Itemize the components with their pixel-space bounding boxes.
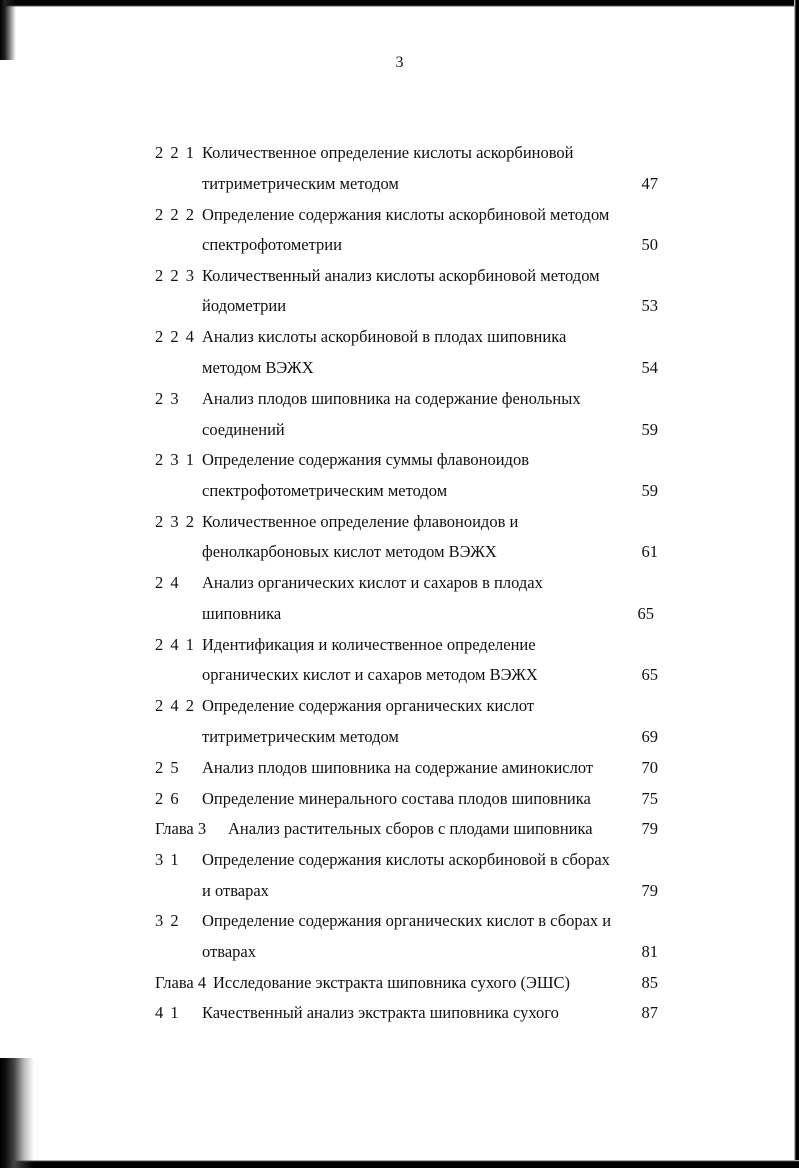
toc-number: 2 4 1 (155, 635, 196, 654)
toc-entry-2-3-2-cont (0, 540, 799, 564)
toc-number: 2 5 (155, 758, 181, 777)
toc-number: 2 2 2 (155, 205, 196, 224)
toc-page: 53 (641, 296, 658, 315)
toc-page: 65 (637, 604, 654, 623)
toc-title-continued: йодометрии (202, 296, 287, 315)
toc-title-continued: титриметрическим методом (202, 727, 399, 746)
toc-page: 87 (641, 1003, 658, 1022)
toc-page: 75 (641, 789, 658, 808)
toc-entry-2-4 (0, 571, 799, 595)
toc-entry-2-3-1 (0, 448, 799, 472)
page-number: 3 (395, 54, 404, 71)
toc-number: 2 3 2 (155, 512, 196, 531)
toc-title-continued: соединений (202, 420, 285, 439)
toc-entry-3-1 (0, 848, 799, 872)
toc-title: Определение содержания кислоты аскорбиновой методом (202, 205, 610, 224)
toc-entry-4-1 (0, 1001, 799, 1025)
scan-shadow-bottom-left (0, 1058, 34, 1168)
toc-chapter-label: Глава 3 (155, 819, 207, 838)
toc-title: Качественный анализ экстракта шиповника сухого (202, 1003, 559, 1022)
toc-title: Анализ растительных сборов с плодами шиповника (228, 819, 593, 838)
toc-entry-chapter-4 (0, 971, 799, 995)
toc-page: 54 (641, 358, 658, 377)
toc-page: 47 (641, 174, 658, 193)
toc-title-continued: титриметрическим методом (202, 174, 399, 193)
toc-page: 79 (641, 881, 658, 900)
toc-number: 4 1 (155, 1003, 181, 1022)
toc-number: 2 2 4 (155, 327, 196, 346)
toc-entry-2-5 (0, 756, 799, 780)
toc-title: Исследование экстракта шиповника сухого (ЭШС) (213, 973, 570, 992)
toc-entry-2-6 (0, 787, 799, 811)
toc-entry-2-4-1 (0, 633, 799, 657)
scan-shadow-top-left (0, 0, 16, 60)
toc-title-continued: и отварах (202, 881, 269, 900)
toc-title: Анализ плодов шиповника на содержание фенольных (202, 389, 581, 408)
toc-entry-chapter-3 (0, 817, 799, 841)
toc-page: 85 (641, 973, 658, 992)
toc-entry-3-2-cont (0, 940, 799, 964)
toc-entry-2-2-3 (0, 264, 799, 288)
toc-title-continued: отварах (202, 942, 256, 961)
toc-title-continued: методом ВЭЖХ (202, 358, 314, 377)
toc-number: 2 6 (155, 789, 181, 808)
toc-entry-3-2 (0, 909, 799, 933)
toc-number: 2 2 1 (155, 143, 196, 162)
toc-title-continued: фенолкарбоновых кислот методом ВЭЖХ (202, 542, 497, 561)
toc-number: 2 4 2 (155, 696, 196, 715)
toc-title: Количественный анализ кислоты аскорбиновой методом (202, 266, 600, 285)
toc-page: 69 (641, 727, 658, 746)
toc-number: 3 2 (155, 911, 181, 930)
toc-entry-2-2-3-cont (0, 294, 799, 318)
toc-entry-2-4-2-cont (0, 725, 799, 749)
toc-number: 2 4 (155, 573, 181, 592)
toc-number: 2 3 1 (155, 450, 196, 469)
toc-title-continued: спектрофотометрическим методом (202, 481, 448, 500)
toc-entry-2-2-1-cont (0, 172, 799, 196)
toc-title: Определение содержания органических кислот в сборах и (202, 911, 612, 930)
toc-number: 2 2 3 (155, 266, 196, 285)
toc-entry-2-3-cont (0, 418, 799, 442)
toc-entry-2-4-2 (0, 694, 799, 718)
toc-title: Количественное определение флавоноидов и (202, 512, 519, 531)
toc-chapter-label: Глава 4 (155, 973, 207, 992)
toc-title: Количественное определение кислоты аскорбиновой (202, 143, 574, 162)
toc-entry-2-2-4-cont (0, 356, 799, 380)
toc-page: 59 (641, 420, 658, 439)
toc-number: 2 3 (155, 389, 181, 408)
toc-title-continued: шиповника (202, 604, 282, 623)
toc-entry-2-2-2-cont (0, 233, 799, 257)
toc-title: Определение содержания суммы флавоноидов (202, 450, 529, 469)
toc-entry-2-2-1 (0, 141, 799, 165)
toc-page: 61 (641, 542, 658, 561)
scan-border-bottom (0, 1160, 799, 1168)
toc-entry-2-3 (0, 387, 799, 411)
toc-entry-2-4-1-cont (0, 663, 799, 687)
toc-title-continued: спектрофотометрии (202, 235, 342, 254)
toc-entry-2-3-1-cont (0, 479, 799, 503)
toc-page: 50 (641, 235, 658, 254)
toc-title: Анализ органических кислот и сахаров в плодах (202, 573, 543, 592)
toc-page: 59 (641, 481, 658, 500)
toc-entry-2-4-cont (0, 602, 799, 626)
toc-page: 79 (641, 819, 658, 838)
toc-number: 3 1 (155, 850, 181, 869)
toc-title-continued: органических кислот и сахаров методом ВЭЖХ (202, 665, 538, 684)
toc-entry-2-2-2 (0, 203, 799, 227)
toc-entry-2-2-4 (0, 325, 799, 349)
toc-page: 65 (641, 665, 658, 684)
toc-title: Определение минерального состава плодов шиповника (202, 789, 591, 808)
toc-title: Определение содержания кислоты аскорбиновой в сборах (202, 850, 610, 869)
toc-title: Анализ кислоты аскорбиновой в плодах шиповника (202, 327, 567, 346)
toc-title: Определение содержания органических кислот (202, 696, 535, 715)
scan-border-top (0, 0, 799, 7)
toc-title: Идентификация и количественное определение (202, 635, 536, 654)
toc-page: 70 (641, 758, 658, 777)
toc-entry-3-1-cont (0, 879, 799, 903)
toc-title: Анализ плодов шиповника на содержание аминокислот (202, 758, 594, 777)
toc-page: 81 (641, 942, 658, 961)
toc-entry-2-3-2 (0, 510, 799, 534)
